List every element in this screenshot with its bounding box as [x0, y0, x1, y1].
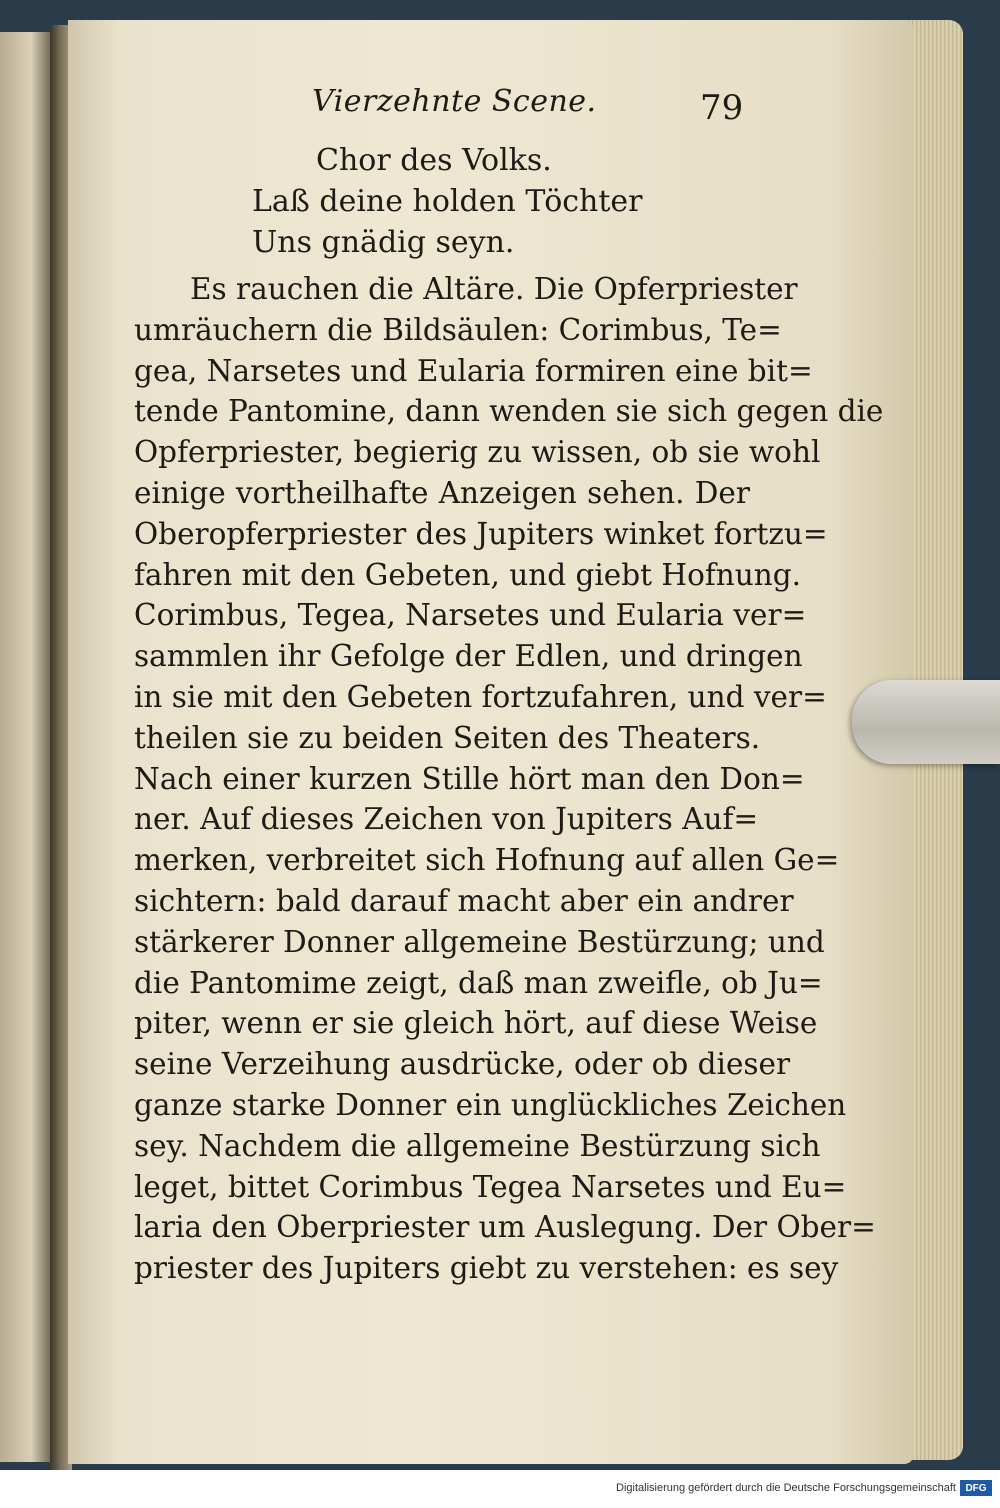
body-line: gea, Narsetes und Eularia formiren eine bit= — [134, 353, 813, 388]
body-line: laria den Oberpriester um Auslegung. Der Ober= — [134, 1210, 876, 1245]
body-line: piter, wenn er sie gleich hört, auf diese Weise — [134, 1006, 818, 1041]
body-line: umräuchern die Bildsäulen: Corimbus, Te= — [134, 312, 782, 347]
body-line: sey. Nachdem die allgemeine Bestürzung sich — [134, 1128, 821, 1163]
body-line: fahren mit den Gebeten, und giebt Hofnung. — [134, 557, 802, 592]
body-line: Corimbus, Tegea, Narsetes und Eularia ver= — [134, 598, 807, 633]
body-line: in sie mit den Gebeten fortzufahren, und ver= — [134, 679, 827, 714]
funding-credit: Digitalisierung gefördert durch die Deutsche Forschungsgemeinschaft — [616, 1482, 956, 1494]
page-number: 79 — [700, 88, 744, 128]
body-line: stärkerer Donner allgemeine Bestürzung; und — [134, 924, 825, 959]
body-line: tende Pantomine, dann wenden sie sich gegen die — [134, 394, 884, 429]
body-line: die Pantomime zeigt, daß man zweifle, ob Ju= — [134, 965, 823, 1000]
body-line: priester des Jupiters giebt zu verstehen: es sey — [134, 1251, 839, 1286]
running-head — [134, 78, 774, 140]
page-text — [134, 78, 884, 1289]
body-line: sammlen ihr Gefolge der Edlen, und dringen — [134, 639, 803, 674]
body-line: Oberopferpriester des Jupiters winket fortzu= — [134, 516, 828, 551]
body-line: leget, bittet Corimbus Tegea Narsetes und Eu= — [134, 1169, 847, 1204]
running-head-title: Vierzehnte Scene. — [312, 84, 597, 119]
verse-line: Uns gnädig seyn. — [252, 225, 515, 260]
body-line: ganze starke Donner ein unglückliches Zeichen — [134, 1087, 847, 1122]
verse-line: Laß deine holden Töchter — [252, 184, 643, 219]
body-line: theilen sie zu beiden Seiten des Theaters. — [134, 720, 761, 755]
digitization-footer — [0, 1470, 1000, 1508]
stage-direction-paragraph — [134, 269, 884, 1289]
verse-block — [134, 140, 774, 263]
body-line: Es rauchen die Altäre. Die Opferpriester — [190, 272, 798, 306]
body-line: Opferpriester, begierig zu wissen, ob sie wohl — [134, 435, 821, 470]
body-line: merken, verbreitet sich Hofnung auf allen Ge= — [134, 843, 840, 878]
body-line: sichtern: bald darauf macht aber ein andrer — [134, 883, 794, 918]
dfg-logo: DFG — [960, 1480, 992, 1496]
body-line: einige vortheilhafte Anzeigen sehen. Der — [134, 475, 750, 510]
facing-page-edge — [0, 32, 52, 1462]
body-line: ner. Auf dieses Zeichen von Jupiters Auf= — [134, 802, 759, 837]
page-clip-tab — [852, 680, 1000, 764]
body-line: Nach einer kurzen Stille hört man den Don= — [134, 761, 805, 796]
chorus-label: Chor des Volks. — [316, 143, 552, 178]
body-line: seine Verzeihung ausdrücke, oder ob dieser — [134, 1047, 791, 1082]
